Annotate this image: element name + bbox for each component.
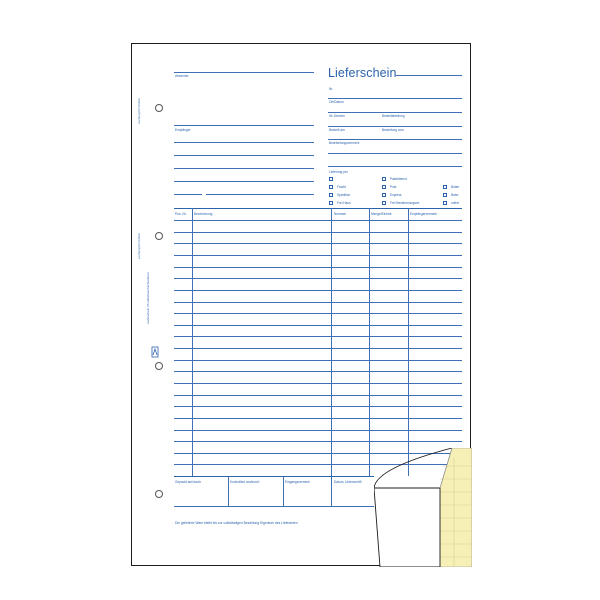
- footer-divider: [331, 476, 332, 506]
- col-header-bezeichnung: Bezeichnung: [194, 212, 213, 216]
- table-row[interactable]: [174, 325, 462, 326]
- col-divider: [192, 208, 193, 476]
- table-row[interactable]: [174, 371, 462, 372]
- title-line: [396, 75, 462, 76]
- field-bestellt-am-label: Bestellt am: [329, 128, 345, 132]
- option-paketdienst: Paketdienst: [390, 177, 407, 181]
- checkbox-boten[interactable]: [443, 185, 447, 189]
- footer-datum-unterschrift: Datum, Unterschrift: [334, 480, 362, 484]
- recipient-label: Empfänger: [175, 128, 191, 132]
- checkbox-fracht[interactable]: [329, 185, 333, 189]
- table-row[interactable]: [174, 430, 462, 431]
- col-divider: [331, 208, 332, 476]
- field-bearbeitungsvermerk-label: Bearbeitungsvermerk: [329, 141, 360, 145]
- recipient-line[interactable]: [174, 142, 314, 143]
- punch-hole: [155, 232, 163, 240]
- table-row[interactable]: [174, 267, 462, 268]
- field-bearbeitung-line[interactable]: [328, 153, 462, 154]
- sender-line[interactable]: [174, 72, 314, 73]
- table-row[interactable]: [174, 360, 462, 361]
- checkbox-express[interactable]: [382, 193, 386, 197]
- checkbox-frei-haus[interactable]: [329, 201, 333, 205]
- table-row[interactable]: [174, 220, 462, 221]
- recipient-line[interactable]: [206, 194, 314, 195]
- field-ort-datum-label: Ort/Datum: [329, 100, 344, 104]
- option-boten: Boten: [451, 185, 460, 189]
- field-bestellabteilung-label: Bestellabteilung: [382, 114, 405, 118]
- footer-bottom-line: [174, 506, 374, 507]
- punch-hole: [155, 362, 163, 370]
- col-header-menge: Menge/Einheit: [371, 212, 392, 216]
- side-text-top: Lochung für Ordner: [137, 97, 141, 124]
- checkbox-unfrei[interactable]: [443, 201, 447, 205]
- ownership-note: Die gelieferte Ware bleibt bis zur vollständigen Bezahlung Eigentum des Lieferanten: [175, 521, 298, 525]
- table-row[interactable]: [174, 406, 462, 407]
- recipient-line[interactable]: [174, 194, 202, 195]
- avery-logo-icon: [151, 346, 159, 358]
- field-ort-datum-line[interactable]: [328, 112, 462, 113]
- delivery-label: Lieferung per: [329, 170, 348, 174]
- punch-hole: [155, 104, 163, 112]
- footer-divider: [283, 476, 284, 506]
- recipient-line[interactable]: [174, 168, 314, 169]
- field-ihr-zeichen-line[interactable]: [328, 126, 462, 127]
- option-post: Post: [390, 185, 397, 189]
- table-row[interactable]: [174, 290, 462, 291]
- field-bestellung-vom-label: Bestellung vom: [382, 128, 404, 132]
- checkbox-post[interactable]: [382, 185, 386, 189]
- field-bearbeitung-line[interactable]: [328, 166, 462, 167]
- option-bahn: Bahn: [451, 193, 459, 197]
- table-row[interactable]: [174, 302, 462, 303]
- option-spedition: Spedition: [337, 193, 351, 197]
- footer-gepackt: Gepackt am/durch: [175, 480, 202, 484]
- table-row[interactable]: [174, 255, 462, 256]
- option-fracht: Fracht: [337, 185, 347, 189]
- table-row[interactable]: [174, 441, 462, 442]
- table-row[interactable]: [174, 232, 462, 233]
- checkbox-frei-bestimmungsort[interactable]: [382, 201, 386, 205]
- page-curl-copy-sheets: [374, 448, 472, 567]
- footer-divider: [228, 476, 229, 506]
- col-header-empfaengervermerk: Empfängervermerk: [410, 212, 438, 216]
- table-row[interactable]: [174, 313, 462, 314]
- table-row[interactable]: [174, 278, 462, 279]
- table-row[interactable]: [174, 243, 462, 244]
- table-row[interactable]: [174, 383, 462, 384]
- col-header-nummer: Nummer: [334, 212, 347, 216]
- field-nr-line[interactable]: [328, 98, 462, 99]
- checkbox-spedition[interactable]: [329, 193, 333, 197]
- option-unfrei: unfrei: [451, 201, 459, 205]
- footer-top-border: [174, 476, 374, 477]
- footer-kontrolliert: Kontrolliert am/durch: [230, 480, 260, 484]
- recipient-line[interactable]: [174, 181, 314, 182]
- table-row[interactable]: [174, 336, 462, 337]
- side-text-middle: Lieferschein A5 selbstdurchschreibend: [146, 272, 150, 324]
- side-text-lower: Lochung für Ordner: [137, 232, 141, 259]
- checkbox[interactable]: [329, 177, 333, 181]
- field-bestellt-line[interactable]: [328, 139, 462, 140]
- sender-line[interactable]: [174, 125, 314, 126]
- option-express: Express: [390, 193, 402, 197]
- document-title: Lieferschein: [328, 66, 397, 80]
- table-row[interactable]: [174, 395, 462, 396]
- col-header-pos: Pos.-Nr.: [175, 212, 187, 216]
- table-row[interactable]: [174, 348, 462, 349]
- checkbox-bahn[interactable]: [443, 193, 447, 197]
- table-row[interactable]: [174, 418, 462, 419]
- field-ihr-zeichen-label: Ihr Zeichen: [329, 114, 345, 118]
- col-divider: [408, 208, 409, 476]
- punch-hole: [155, 490, 163, 498]
- option-frei-bestimmungsort: Frei Bestimmungsort: [390, 201, 420, 205]
- field-nr-label: Nr.: [329, 87, 334, 91]
- sender-label: Absender: [175, 74, 189, 78]
- table-top-border: [174, 208, 462, 209]
- option-frei-haus: Frei Haus: [337, 201, 351, 205]
- recipient-line[interactable]: [174, 155, 314, 156]
- col-divider: [369, 208, 370, 476]
- footer-eingangsvermerk: Eingangsvermerk: [285, 480, 310, 484]
- delivery-note-sheet: [131, 43, 471, 566]
- checkbox-paketdienst[interactable]: [382, 177, 386, 181]
